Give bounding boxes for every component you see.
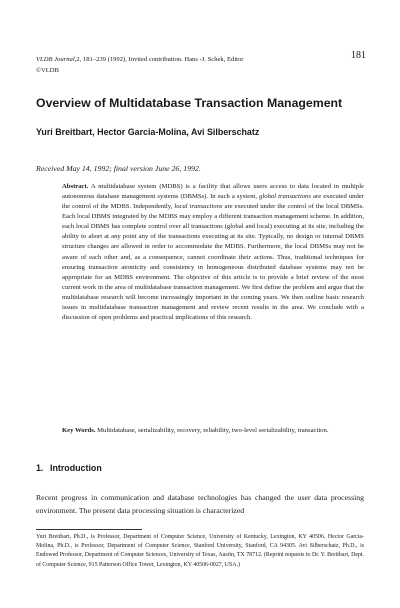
section-title: Introduction (50, 463, 102, 473)
keywords-text: Multidatabase, serializability, recovery, reliability, two-level serializability, transaction. (97, 427, 329, 434)
section-number: 1. (36, 463, 44, 473)
abstract (62, 182, 364, 323)
copyright-notice: ©VLDB (36, 67, 59, 74)
author-footnote: Yuri Breitbart, Ph.D., is Professor, Department of Computer Science, University of Kentucky, Lexington, KY 40506. Hector Garcia-Molina, Ph.D., is Professor, Department of Computer Science, Stanford University, Stanford, CA 94305. Avi Silberschatz, Ph.D., is Endowed Professor, Department of Computer Sciences, University of Texas, Austin, TX 78712. (Reprint requests to Dr. Y. Breitbart, Dept. of Computer Science, 915 Patterson Office Tower, Lexington, KY 40506-0027, USA.) (36, 534, 364, 568)
author-list: Yuri Breitbart, Hector Garcia-Molina, Avi Silberschatz (36, 127, 260, 137)
footnote-divider (36, 529, 142, 530)
intro-paragraph: Recent progress in communication and database technologies has changed the user data processing environment. The present data processing situation is characterized (36, 493, 364, 516)
abstract-term-local: local transactions (174, 203, 223, 211)
citation: 2, 181–239 (1992), Invited contribution. Hans -J. Schek, Editor (76, 56, 244, 63)
abstract-term-global: global transactions (259, 193, 311, 201)
running-header (36, 55, 361, 64)
abstract-label: Abstract. (62, 183, 89, 190)
abstract-text-1: A multidatabase system (MDBS) is a facility that allows users access to data located in multiple autonomous database management systems (DBMSs). In such a system, (62, 183, 365, 201)
received-dates: Received May 14, 1992; final version June 26, 1992. (36, 164, 201, 173)
section-heading (36, 462, 102, 474)
keywords-label: Key Words. (62, 427, 96, 434)
abstract-text-3: are executed under the control of the local DBMSs. Each local DBMS integrated by the MDBS may employ a different transaction management scheme. In addition, each local DBMS has complete control over all transactions (global and local) executing at its site, including the ability to abort at any point any of the transactions executing at its site. Typically, no design or internal DBMS structure changes are allowed in order to accommodate the MDBS. Furthermore, the local DBMSs may not be aware of each other and, as a consequence, cannot coordinate their actions. Thus, traditional techniques for ensuring transaction atomicity and consistency in homogeneous distributed database systems may not be appropriate for an MDBS environment. The objective of this article is to provide a brief review of the most current work in the area of multidatabase transaction management. We first define the problem and argue that the multidatabase research will become increasingly important in the coming years. We then outline basic research issues in multidatabase transaction management and review recent results in the area. We conclude with a discussion of open problems and practical implications of this research. (62, 203, 364, 322)
article-title: Overview of Multidatabase Transaction Management (36, 96, 343, 110)
abstract-text-2: are executed under the control of the MDBS. Independently, (62, 193, 364, 211)
journal-name: VLDB Journal, (36, 56, 77, 63)
page-number: 181 (351, 50, 366, 61)
keywords (62, 426, 364, 436)
